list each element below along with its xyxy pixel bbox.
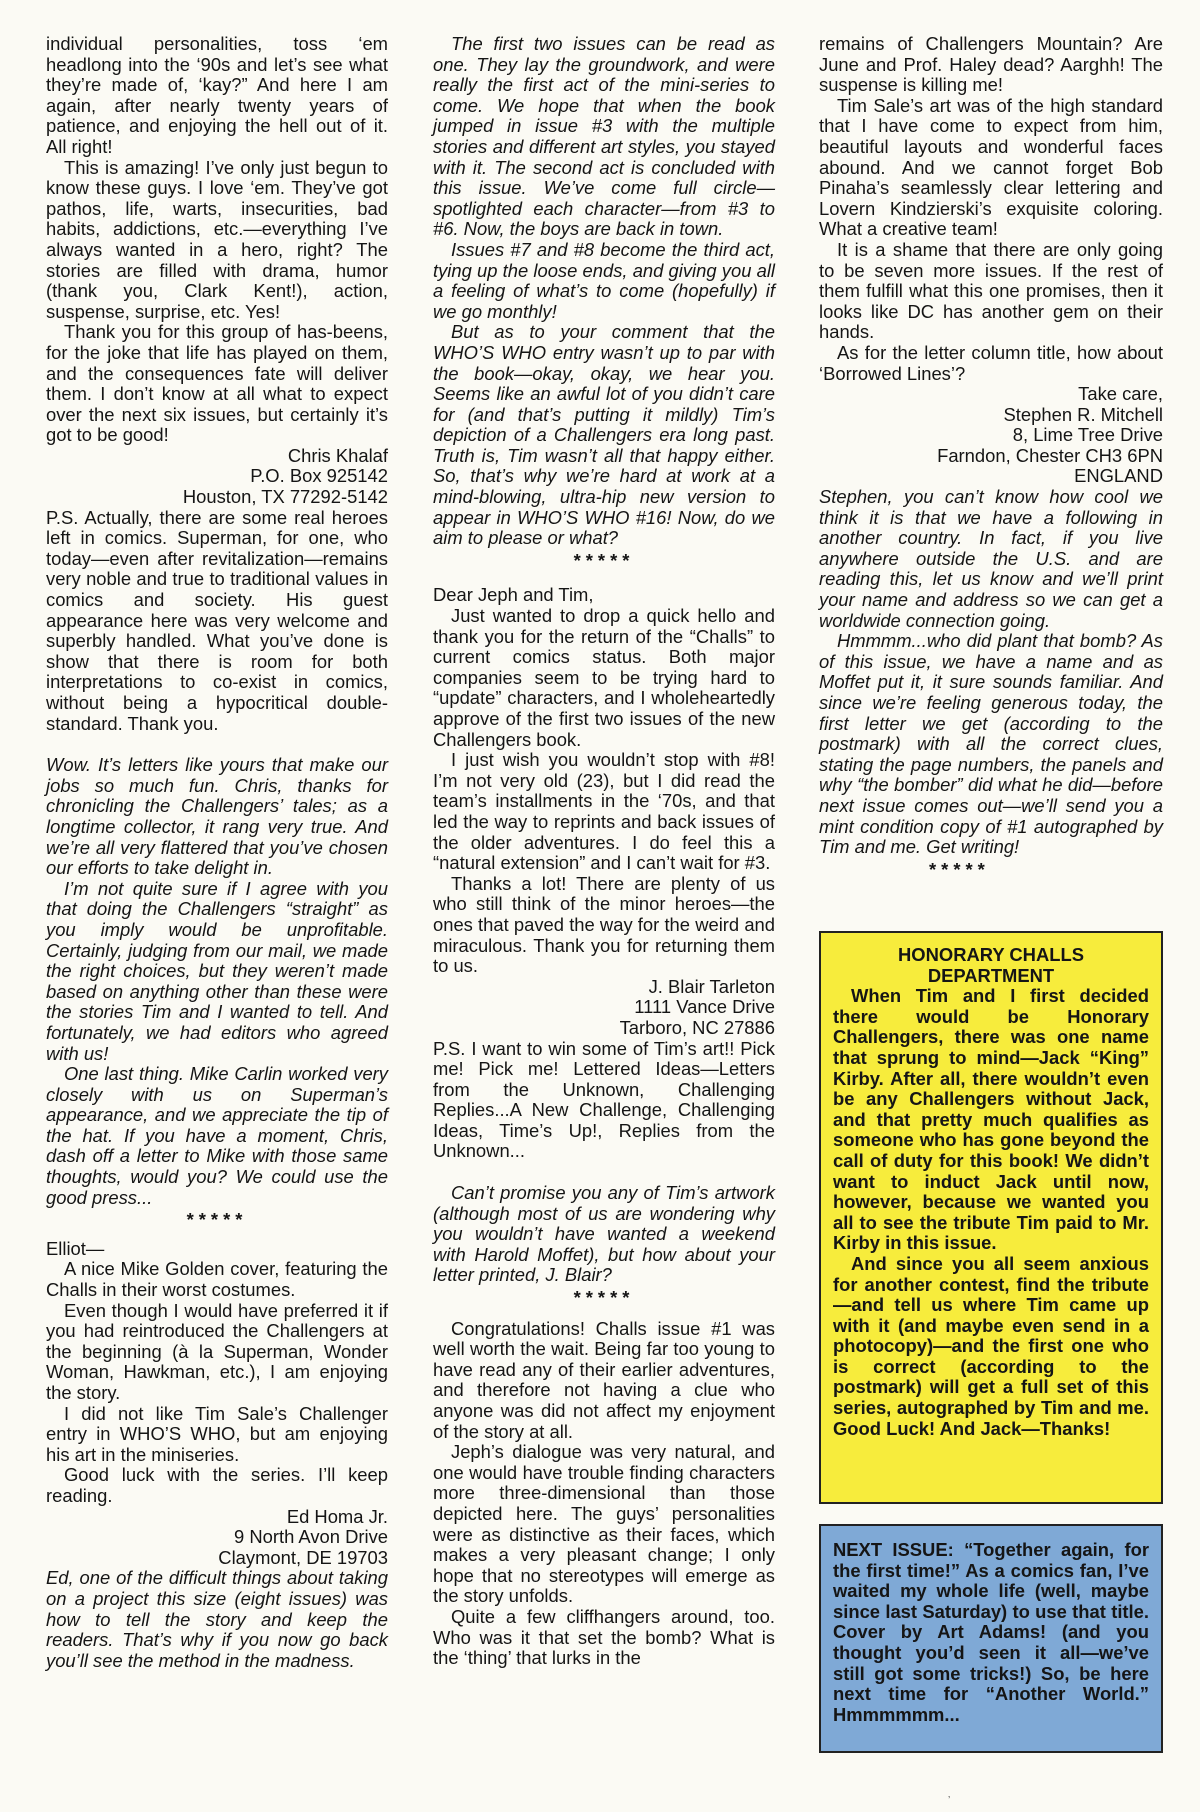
letter1-postscript: P.S. Actually, there are some real heroes left in comics. Superman, for one, who today—even after revitalization—remains very noble and true to traditional values in comics and society. His guest appearance here was very welcome and superbly handled. What you’ve done is show that there is room for both interpretations to co-exist in comics, without being a hypocritical double-standard. Thank you. (46, 506, 388, 734)
page-mark: ’ (948, 1795, 951, 1806)
letter2-paragraph: Even though I would have preferred it if you had reintroduced the Challengers at the beginning (à la Superman, Wonder Woman, Hawkman, etc.), I am enjoying the story. (46, 1299, 388, 1403)
next-issue-box (819, 1524, 1163, 1753)
editor-reply: One last thing. Mike Carlin worked very closely with us on Superman’s appearance, and we appreciate the tip of the hat. If you have a moment, Chris, dash off a letter to Mike with those same thoughts, would you? We could use the good press... (46, 1063, 388, 1208)
letter4-paragraph: Quite a few cliffhangers around, too. Who was it that set the bomb? What is the ‘thing’ that lurks in the (433, 1605, 775, 1669)
letter4-paragraph: remains of Challengers Mountain? Are June and Prof. Haley dead? Aarghh! The suspense is killing me! (819, 33, 1163, 96)
letter2-salutation: Elliot— (46, 1237, 105, 1259)
letter4-paragraph: As for the letter column title, how about ‘Borrowed Lines’? (819, 341, 1163, 384)
letter4-paragraph: It is a shame that there are only going to be seven more issues. If the rest of them fulfill what this one promises, then it looks like DC has another gem on their hands. (819, 238, 1163, 343)
next-issue-text: NEXT ISSUE: “Together again, for the first time!” As a comics fan, I’ve waited my whole life (well, maybe since last Saturday) to use that title. Cover by Art Adams! (and you thought you’d seen it all—we’ve still got some tricks!) So, be here next time for “Another World.” Hmmmmmm... (833, 1539, 1149, 1725)
letter3-signature-address: Tarboro, NC 27886 (619, 1016, 775, 1038)
letter4-signature-name: Stephen R. Mitchell (1003, 403, 1163, 425)
letter4-signature-address: Farndon, Chester CH3 6PN (937, 444, 1163, 466)
letter3-paragraph: I just wish you wouldn’t stop with #8! I’m not very old (23), but I did read the team’s installments in the ‘70s, and that led the way to reprints and back issues of the older adventures. I do feel this a “natural extension” and I can’t wait for #3. (433, 749, 775, 874)
section-divider: ***** (186, 1209, 248, 1231)
letter4-paragraph: Congratulations! Challs issue #1 was well worth the wait. Being far too young to have read any of their earlier adventures, and therefore not having a clue who anyone was did not affect my enjoyment of the story at all. (433, 1317, 775, 1442)
letter3-paragraph: Just wanted to drop a quick hello and thank you for the return of the “Challs” to current comics status. Both major companies seem to be trying hard to “update” characters, and I wholeheartedly approve of the first two issues of the new Challengers book. (433, 605, 775, 750)
letter1-signature-address: Houston, TX 77292-5142 (182, 486, 388, 508)
letter2-signature-name: Ed Homa Jr. (286, 1505, 388, 1527)
letter4-paragraph: Jeph’s dialogue was very natural, and one would have trouble finding characters more three-dimensional than those depicted here. The guys’ personalities were as distinctive as their faces, which makes a very pleasant change; I only hope that no stereotypes will emerge as the story unfolds. (433, 1441, 775, 1607)
letter3-paragraph: Thanks a lot! There are plenty of us who still think of the minor heroes—the ones that paved the way for the weird and miraculous. Thank you for returning them to us. (433, 872, 775, 977)
editor-reply: Stephen, you can’t know how cool we think it is that we have a following in another country. In fact, if you live anywhere outside the U.S. and are reading this, let us know and we’ll print your name and address so we can get a worldwide connection going. (819, 486, 1163, 631)
editor-reply: The first two issues can be read as one. They lay the groundwork, and were really the first act of the mini-series to come. We hope that when the book jumped in issue #3 with the multiple stories and different art styles, you stayed with it. The second act is concluded with this issue. We’ve come full circle—spotlighted each character—from #3 to #6. Now, the boys are back in town. (433, 33, 775, 240)
section-divider: ***** (573, 549, 635, 571)
section-divider: ***** (929, 858, 990, 880)
letter2-paragraph: A nice Mike Golden cover, featuring the Challs in their worst costumes. (46, 1258, 388, 1301)
letter3-signature-name: J. Blair Tarleton (648, 975, 775, 997)
letter2-signature-address: 9 North Avon Drive (233, 1526, 388, 1548)
editor-reply: Can’t promise you any of Tim’s artwork (although most of us are wondering why you wouldn’t have wanted a weekend with Harold Moffet), but how about your letter printed, J. Blair? (433, 1182, 775, 1286)
letter1-paragraph: individual personalities, toss ‘em headlong into the ‘90s and let’s see what they’re made of, ‘kay?” And here I am again, after nearly twenty years of patience, and enjoying the hell out of it. All right! (46, 33, 388, 157)
letter2-paragraph: Good luck with the series. I’ll keep reading. (46, 1464, 388, 1506)
honorary-challs-box (819, 931, 1163, 1504)
letter4-closing: Take care, (1078, 383, 1163, 405)
letter4-signature-address: 8, Lime Tree Drive (1012, 424, 1163, 446)
honorary-paragraph: When Tim and I first decided there would be Honorary Challengers, there was one name that sprung to mind—Jack “King” Kirby. After all, there wouldn’t even be any Challengers without Jack, and that pretty much qualifies as someone who has gone beyond the call of duty for this book! We didn’t want to induct Jack until now, however, because we wanted you all to see the tribute Tim paid to Mr. Kirby in this issue. (833, 985, 1149, 1254)
letter3-postscript: P.S. I want to win some of Tim’s art!! Pick me! Pick me! Lettered Ideas—Letters from the Unknown, Challenging Replies...A New Challenge, Challenging Ideas, Time’s Up!, Replies from the Unknown... (433, 1037, 775, 1162)
letter3-salutation: Dear Jeph and Tim, (433, 584, 594, 606)
editor-reply: Wow. It’s letters like yours that make our jobs so much fun. Chris, thanks for chronicling the Challengers’ tales; as a longtime collector, it rang very true. And we’re all very flattered that you’ve chosen our efforts to take delight in. (46, 754, 388, 879)
editor-reply: Hmmmm...who did plant that bomb? As of this issue, we have a name and as Moffet put it, it sure sounds familiar. And since we’re feeling generous today, the first letter we get (according to the postmark) with all the correct clues, stating the page numbers, the panels and why “the bomber” did what he did—before next issue comes out—we’ll send you a mint condition copy of #1 autographed by Tim and me. Get writing! (819, 630, 1163, 858)
letter2-signature-address: Claymont, DE 19703 (218, 1546, 388, 1568)
editor-reply: But as to your comment that the WHO’S WHO entry wasn’t up to par with the book—okay, okay, we hear you. Seems like an awful lot of you didn’t care for (and that’s putting it mildly) Tim’s depiction of a Challengers era long past. Truth is, Tim wasn’t all that happy either. So, that’s why we’re hard at work at a mind-blowing, ultra-hip new version to appear in WHO’S WHO #16! Now, do we aim to please or what? (433, 321, 775, 549)
editor-reply: Ed, one of the difficult things about taking on a project this size (eight issues) was how to tell the story and keep the readers. That’s why if you now go back you’ll see the method in the madness. (46, 1567, 388, 1671)
letter2-paragraph: I did not like Tim Sale’s Challenger entry in WHO’S WHO, but am enjoying his art in the miniseries. (46, 1402, 388, 1465)
column-1 (46, 34, 388, 1671)
letter1-paragraph: Thank you for this group of has-beens, for the joke that life has played on them, and the consequences fate will deliver them. I don’t know at all what to expect over the next six issues, but certainly it’s got to be good! (46, 321, 388, 446)
editor-reply: I’m not quite sure if I agree with you that doing the Challengers “straight” as you imply would be unprofitable. Certainly, judging from our mail, we made the right choices, but they weren’t made based on anything other than these were the stories Tim and I wanted to tell. And fortunately, we had editors who agreed with us! (46, 877, 388, 1064)
column-2 (433, 34, 775, 1669)
section-divider: ***** (573, 1287, 635, 1309)
letter4-paragraph: Tim Sale’s art was of the high standard that I have come to expect from him, beautiful layouts and wonderful faces abound. And we cannot forget Bob Pinaha’s seamlessly clear lettering and Lovern Kindzierski’s exquisite coloring. What a creative team! (819, 94, 1163, 240)
honorary-title: HONORARY CHALLS (898, 944, 1084, 965)
letter1-signature-address: P.O. Box 925142 (250, 465, 388, 487)
honorary-paragraph: And since you all seem anxious for another contest, find the tribute—and tell us where Tim came up with it (and maybe even send in a photocopy)—and the first one who is correct (according to the postmark) will get a full set of this series, autographed by Tim and me. Good Luck! And Jack—Thanks! (833, 1252, 1149, 1439)
letter3-signature-address: 1111 Vance Drive (634, 996, 775, 1018)
column-3 (819, 34, 1163, 882)
letter4-signature-address: ENGLAND (1074, 465, 1163, 487)
letter1-paragraph: This is amazing! I’ve only just begun to know these guys. I love ‘em. They’ve got pathos, life, warts, insecurities, bad habits, addictions, etc.—everything I’ve always wanted in a hero, right? The stories are filled with drama, humor (thank you, Clark Kent!), action, suspense, surprise, etc. Yes! (46, 156, 388, 322)
editor-reply: Issues #7 and #8 become the third act, tying up the loose ends, and giving you all a feeling of what’s to come (hopefully) if we go monthly! (433, 238, 775, 322)
honorary-title: DEPARTMENT (927, 964, 1055, 986)
letter1-signature-name: Chris Khalaf (287, 444, 388, 466)
